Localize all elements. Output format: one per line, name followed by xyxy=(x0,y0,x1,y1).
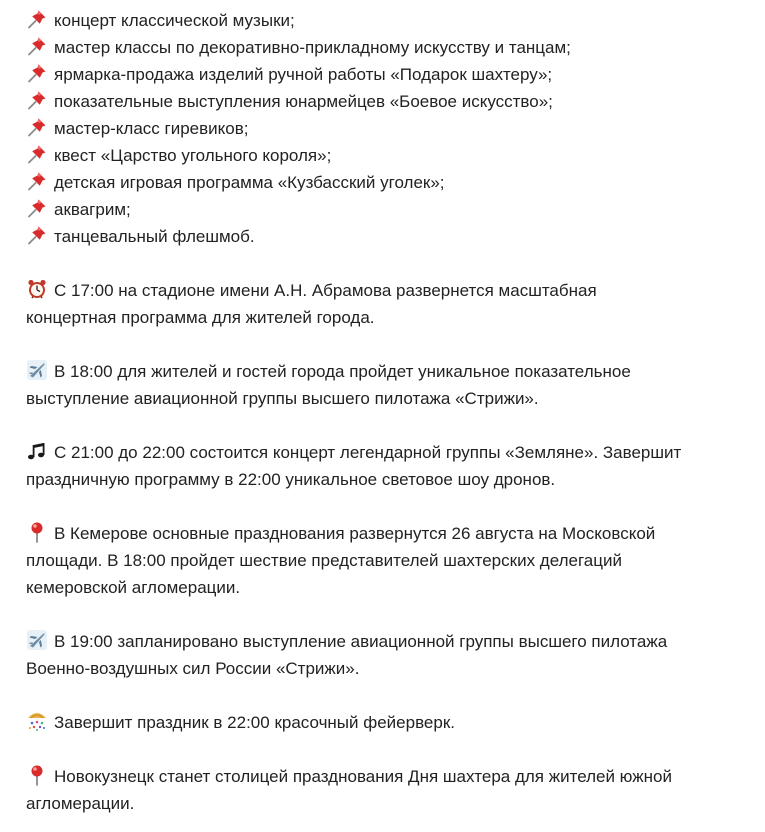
paragraph-line-text: С 17:00 на стадионе имени А.Н. Абрамова развернется масштабная xyxy=(54,281,597,300)
post-content xyxy=(26,7,756,817)
paragraph-line xyxy=(26,520,756,547)
paragraph-line-text: агломерации. xyxy=(26,794,135,813)
pushpin-icon xyxy=(26,197,48,219)
paragraph-line-text: В Кемерове основные празднования развернутся 26 августа на Московской xyxy=(54,524,656,543)
paragraph-line-text: С 21:00 до 22:00 состоится концерт легендарной группы «Земляне». Завершит xyxy=(54,443,682,462)
paragraph xyxy=(26,709,756,736)
pushpin-icon xyxy=(26,89,48,111)
paragraph-line-text: концертная программа для жителей города. xyxy=(26,308,375,327)
airplane-icon xyxy=(26,359,48,381)
paragraph-line xyxy=(26,655,756,682)
alarm-clock-icon xyxy=(26,278,48,300)
pushpin-icon xyxy=(26,62,48,84)
paragraph-spacer xyxy=(26,493,756,520)
airplane-icon xyxy=(26,629,48,651)
paragraph-line xyxy=(26,790,756,817)
pushpin-icon xyxy=(26,143,48,165)
musical-notes-icon xyxy=(26,440,48,462)
paragraph-line xyxy=(26,709,756,736)
paragraph-line-text: Новокузнецк станет столицей празднования Дня шахтера для жителей южной xyxy=(54,767,672,786)
list-item-text: детская игровая программа «Кузбасский уголек»; xyxy=(54,173,445,192)
paragraph-spacer xyxy=(26,736,756,763)
paragraph-line-text: Завершит праздник в 22:00 красочный фейерверк. xyxy=(54,713,456,732)
paragraph xyxy=(26,763,756,817)
pushpin-icon xyxy=(26,116,48,138)
paragraph-line xyxy=(26,574,756,601)
paragraph-line-text: кемеровской агломерации. xyxy=(26,578,241,597)
list-item xyxy=(26,142,756,169)
paragraph xyxy=(26,358,756,412)
activity-list xyxy=(26,7,756,250)
list-item xyxy=(26,169,756,196)
paragraph-line xyxy=(26,763,756,790)
list-item xyxy=(26,7,756,34)
paragraph xyxy=(26,277,756,331)
paragraph-line xyxy=(26,385,756,412)
round-pushpin-icon xyxy=(26,521,48,543)
paragraph-line-text: В 18:00 для жителей и гостей города пройдет уникальное показательное xyxy=(54,362,631,381)
pushpin-icon xyxy=(26,170,48,192)
list-item-text: танцевальный флешмоб. xyxy=(54,227,255,246)
paragraph-spacer xyxy=(26,682,756,709)
paragraph-line-text: праздничную программу в 22:00 уникальное световое шоу дронов. xyxy=(26,470,556,489)
list-item xyxy=(26,196,756,223)
paragraph-line-text: площади. В 18:00 пройдет шествие представителей шахтерских делегаций xyxy=(26,551,622,570)
round-pushpin-icon xyxy=(26,764,48,786)
paragraph-line xyxy=(26,628,756,655)
paragraph-spacer xyxy=(26,601,756,628)
paragraph-line xyxy=(26,304,756,331)
paragraph-line xyxy=(26,547,756,574)
list-item-text: ярмарка-продажа изделий ручной работы «Подарок шахтеру»; xyxy=(54,65,553,84)
list-item-text: аквагрим; xyxy=(54,200,131,219)
list-item xyxy=(26,223,756,250)
pushpin-icon xyxy=(26,8,48,30)
list-item xyxy=(26,61,756,88)
paragraph-line-text: выступление авиационной группы высшего пилотажа «Стрижи». xyxy=(26,389,539,408)
paragraph-spacer xyxy=(26,331,756,358)
paragraph-spacer xyxy=(26,412,756,439)
paragraph-line xyxy=(26,439,756,466)
fireworks-icon xyxy=(26,710,48,732)
list-item-text: квест «Царство угольного короля»; xyxy=(54,146,332,165)
list-item-text: мастер-класс гиревиков; xyxy=(54,119,249,138)
list-item xyxy=(26,34,756,61)
paragraph-spacer xyxy=(26,250,756,277)
list-item-text: мастер классы по декоративно-прикладному искусству и танцам; xyxy=(54,38,571,57)
list-item xyxy=(26,115,756,142)
pushpin-icon xyxy=(26,35,48,57)
paragraph xyxy=(26,439,756,493)
pushpin-icon xyxy=(26,224,48,246)
paragraph-line xyxy=(26,277,756,304)
list-item-text: концерт классической музыки; xyxy=(54,11,295,30)
paragraph-line-text: Военно-воздушных сил России «Стрижи». xyxy=(26,659,360,678)
paragraph xyxy=(26,628,756,682)
paragraph-line xyxy=(26,466,756,493)
list-item-text: показательные выступления юнармейцев «Боевое искусство»; xyxy=(54,92,553,111)
paragraph-line xyxy=(26,358,756,385)
list-item xyxy=(26,88,756,115)
paragraph-line-text: В 19:00 запланировано выступление авиационной группы высшего пилотажа xyxy=(54,632,668,651)
paragraph xyxy=(26,520,756,601)
